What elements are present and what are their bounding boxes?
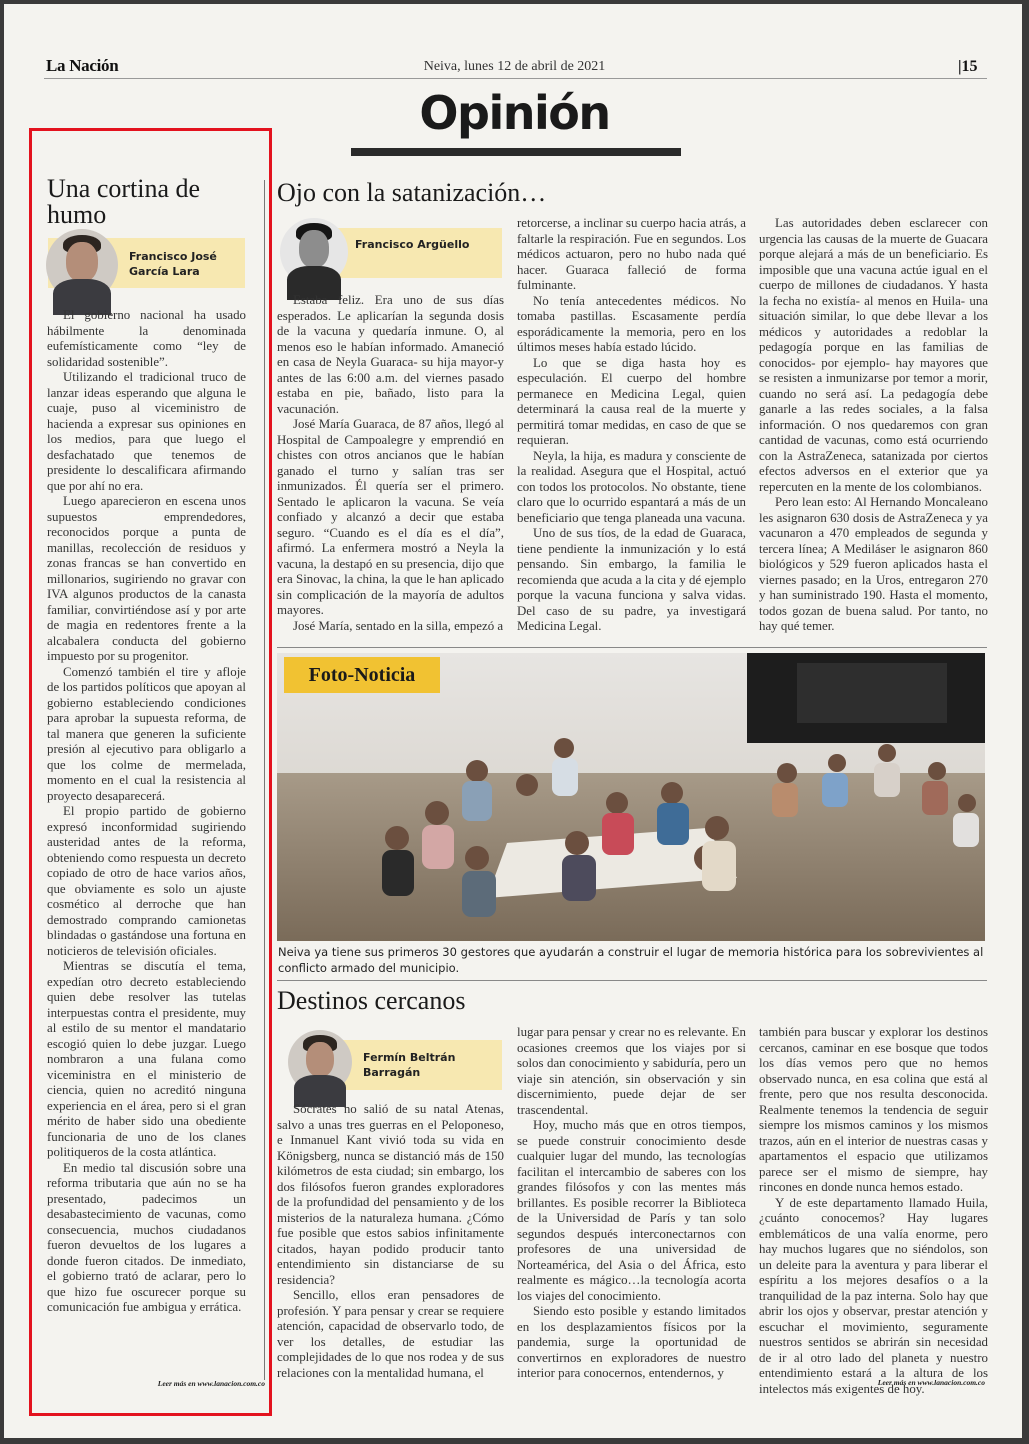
article-top-body-col2 <box>517 216 746 645</box>
paragraph: José María Guaraca, de 87 años, llegó al Hospital de Campoalegre y emprendió en chistes con otros ancianos que le habían ganado el turno y salían tras ser inmunizados. Él quería ser el primero. Sentado le aplicaron la vacuna. Se veía confiado y alcanzó a decir que estaba seguro. “Cuando es el día es el día”, afirmó. La enfermera mostró a Neyla la vacuna, la destapó en su presencia, dijo que era Sinovac, la china, la que le han aplicado sin complicación de la mayoría de adultos mayores. <box>277 417 504 617</box>
section-title: Opinión <box>419 86 610 140</box>
paragraph: Neyla, la hija, es madura y consciente de la realidad. Asegura que el Hospital, actuó con todos los protocolos. No obstante, tiene claro que lo ocurrido espantará a más de un beneficiario que tenga planeada una vacuna. <box>517 448 746 525</box>
paragraph: Hoy, mucho más que en otros tiempos, se puede construir conocimiento desde cualquier lugar del mundo, las tecnologías facilitan el intercambio de saberes con los grandes filósofos y con las mentes más brillantes. Es posible recorrer la Biblioteca de la Universidad de París y tan solo segundos después interconectarnos con profesores de una universidad de Norteamérica, del Asia o del África, esto realmente es mágico…la tecnología acorta los viajes del conocimiento. <box>517 1118 746 1303</box>
paragraph: José María, sentado en la silla, empezó a <box>293 618 504 633</box>
column-divider <box>264 180 265 1380</box>
paragraph: Uno de sus tíos, de la edad de Guaraca, tiene pendiente la inmunización y lo está pensando. Sin embargo, la familia le recomienda que acuda a la cita y dé ejemplo porque la vacuna funciona y salva vidas. Del caso de su padre, ya investigará Medicina Legal. <box>517 526 746 633</box>
article-top-body-col3 <box>759 216 988 645</box>
paragraph: también para buscar y explorar los destinos cercanos, caminar en ese bosque que todos los días vemos pero que no hemos observado nunca, en esa colina que está al frente, pero que nos resulta desconocida. Realmente tenemos la tendencia de seguir siempre los mismos caminos y los mismos trazos, aún en el interior de nuestras casas y apartamentos el espacio que utilizamos parece ser el mismo de siempre, hay rincones en donde nunca hemos estado. <box>759 1025 988 1194</box>
paragraph: Comenzó también el tire y afloje de los partidos políticos que apoyan al gobierno estableciendo condiciones para aprobar la supuesta reforma, de tal manera que generen la suficiente presión al ejecutivo para obligarlo a que los colme de mermelada, momento en el cual la resistencia al proyecto desaparecerá. <box>47 664 246 803</box>
paragraph: Sencillo, ellos eran pensadores de profesión. Y para pensar y crear se requiere atención, capacidad de observarlo todo, de ver los detalles, de estudiar las complejidades de lo que nos rodea y de sus relaciones con la mentalidad humana, el <box>277 1288 504 1380</box>
article-left-body <box>47 308 246 1376</box>
paragraph: El propio partido de gobierno expresó inconformidad sugiriendo austeridad antes de la reforma, obteniendo como respuesta un decreto copiado de otro de hace varios años, que obviamente es solo un ajuste cosmético al derroche que han demostrado comprando camionetas blindadas o gastándose una fortuna en noticieros de televisión oficiales. <box>47 804 246 958</box>
paragraph: Lo que se diga hasta hoy es especulación. El cuerpo del hombre permanece en Medicina Legal, quien determinará la causa real de la muerte y permitirá tomar medidas, en caso de que se requieran. <box>517 355 746 447</box>
article-bottom-author: Fermín Beltrán Barragán <box>363 1051 456 1079</box>
paragraph: En medio tal discusión sobre una reforma tributaria que aún no se ha presentado, padecimos un desabastecimiento de vacunas, como consecuencia, muchos ciudadanos fueron devueltos de los lugares a donde fueron citados. De inmediato, el gobierno trató de aclarar, pero lo que hizo fue oscurecer porque su comunicación fue ambigua y errática. <box>47 1160 246 1314</box>
paragraph: Las autoridades deben esclarecer con urgencia las causas de la muerte de Guacara porque alejará a más de un beneficiario. Es imposible que una vacuna actúe igual en el cuerpo de millones de ciudadanos. Y hasta la fecha no existía- al menos en Huila- una situación similar, lo que debe llevar a los médicos y autoridades a redoblar la pedagogía porque en las familias de conocidos- por ejemplo- hay mayores que se resisten a inmunizarse por temor a morir, cuando no será así. La pedagogía debe ganarle a las redes sociales, a la falsa información. O nos quedaremos con gran cantidad de vacunas, como está ocurriendo con la AstraZeneca, satanizada por ciertos efectos adversos en el exterior que ya repercuten en la mente de los colombianos. <box>759 216 988 494</box>
paragraph: Pero lean esto: Al Hernando Moncaleano les asignaron 630 dosis de AstraZeneca y ya vacunaron a 470 empleados de segunda y tercera línea; A Mediláser le asignaron 860 biológicos y 529 fueron aplicados hasta el viernes pasado; en la Uros, entregaron 270 y han suministrado 190. Hasta el momento, todos gozan de buena salud. Por tanto, no hay qué temer. <box>759 495 988 633</box>
article-bottom-read-more[interactable]: Leer más en www.lanacion.com.co <box>877 1378 985 1387</box>
section-underline <box>351 148 681 156</box>
author-photo <box>288 1030 352 1094</box>
paragraph: lugar para pensar y crear no es relevante. En ocasiones creemos que los viajes por si solos dan conocimiento y sabiduría, pero un viaje sin atención, sin observación y sin discernimiento, puede dejar de ser trascendental. <box>517 1025 746 1117</box>
masthead-logo: La Nación <box>46 56 119 75</box>
header-rule <box>44 78 987 79</box>
article-top-author: Francisco Argüello <box>355 238 470 251</box>
paragraph: Luego aparecieron en escena unos supuestos emprendedores, reconocidos porque a punta de manillas, recolección de residuos y zonas francas se han convertido en millonarios, sugiriendo no gravar con IVA algunos productos de la canasta familiar, convirtiéndose así y por arte de magia en redentores frente a la alcabalera conducta del gobierno impuesto por su progenitor. <box>47 494 246 663</box>
paragraph: retorcerse, a inclinar su cuerpo hacia atrás, a faltarle la respiración. Fue en segundos. Los médicos actuaron, pero no hubo nada qué hacer. Guaraca falleció de forma fulminante. <box>517 216 746 292</box>
paragraph: Mientras se discutía el tema, expedían otro decreto estableciendo quien debe resolver las tutelas interpuestas contra el presidente, muy al estilo de su mentor el mandatario escogió quien lo debe juzgar. Luego nombraron a una fulana como viceministra en el ministerio de ciencia, quien no acreditó ninguna experiencia en el área, pero si el gran mérito de haber sido una obediente funcionaria de uno de los clanes politiqueros de la costa atlántica. <box>47 959 246 1159</box>
paragraph: Y de este departamento llamado Huila, ¿cuánto conocemos? Hay lugares emblemáticos de una valía enorme, pero hay muchos lugares que no siéndolos, son un deleite para la aventura y para liberar el espíritu a los mejores desafíos o a la tranquilidad de la paz interna. Solo hay que abrir los ojos y observar, prestar atención y escuchar el movimiento, seguramente nuestros sentidos se abrirán sin necesidad de ir al otro lado del planeta y nuestro entendimiento estará a la altura de los intelectos más exigentes de hoy. <box>759 1195 988 1396</box>
article-left-author: Francisco José García Lara <box>129 250 217 278</box>
article-left-headline: Una cortina de humo <box>47 174 201 229</box>
article-bottom-body-col2 <box>517 1025 746 1392</box>
paragraph: Utilizando el tradicional truco de lanzar ideas esperando que alguna le cuaje, puso al viceministro de hacienda a expresar sus opiniones en los medios, para que luego el desfachatado que tenemos de presidente lo descalificara afirmando que por ahí no era. <box>47 370 246 493</box>
article-left-read-more[interactable]: Leer más en www.lanacion.com.co <box>157 1379 265 1388</box>
author-photo <box>46 229 118 301</box>
paragraph: No tenía antecedentes médicos. No tomaba pastillas. Escasamente perdía esporádicamente la memoria, pero en los últimos meses había estado lúcido. <box>517 293 746 354</box>
foto-noticia-tag: Foto-Noticia <box>284 657 440 693</box>
paragraph: Sócrates no salió de su natal Atenas, salvo a unas tres guerras en el Peloponeso, e Inmanuel Kant vivió toda su vida en Königsberg, nunca se distanció más de 150 kilómetros de esta ciudad; sin embargo, los dos filósofos fueron grandes exploradores de la profundidad del pensamiento y de los misterios de la naturaleza humana. ¿Cómo fue posible que estos sabios infinitamente citados, hayan podido producir tanto entendimiento sin distanciarse de su residencia? <box>277 1102 504 1287</box>
article-top-body-col1 <box>277 293 504 645</box>
author-photo <box>280 218 348 286</box>
dateline: Neiva, lunes 12 de abril de 2021 <box>423 59 606 74</box>
page-number: |15 <box>958 58 978 75</box>
section-divider <box>277 647 987 648</box>
section-divider <box>277 980 987 981</box>
paragraph: Siendo esto posible y estando limitados en los desplazamientos físicos por la pandemia, surge la oportunidad de convertirnos en exploradores de nuestro interior para conocernos, entendernos, y <box>517 1304 746 1380</box>
article-bottom-body-col1 <box>277 1102 504 1392</box>
article-bottom-headline: Destinos cercanos <box>277 986 466 1015</box>
article-top-headline: Ojo con la satanización… <box>277 178 547 207</box>
paragraph: El gobierno nacional ha usado hábilmente la denominada eufemísticamente como “ley de solidaridad sostenible”. <box>47 308 246 369</box>
news-photo-illustration <box>277 653 985 941</box>
news-photo <box>277 653 985 941</box>
paragraph: Estaba feliz. Era uno de sus días esperados. Le aplicarían la segunda dosis de la vacuna y quedaría inmune. O, al menos eso le habían informado. Amaneció en casa de Neyla Guaraca- su hija mayor-y antes de las 6:00 a.m. del viernes pasado estaba en pie, bañado, listo para la vacunación. <box>277 293 504 416</box>
photo-caption: Neiva ya tiene sus primeros 30 gestores que ayudarán a construir el lugar de memoria histórica para los sobrevivientes al conflicto armado del municipio. <box>278 945 984 975</box>
